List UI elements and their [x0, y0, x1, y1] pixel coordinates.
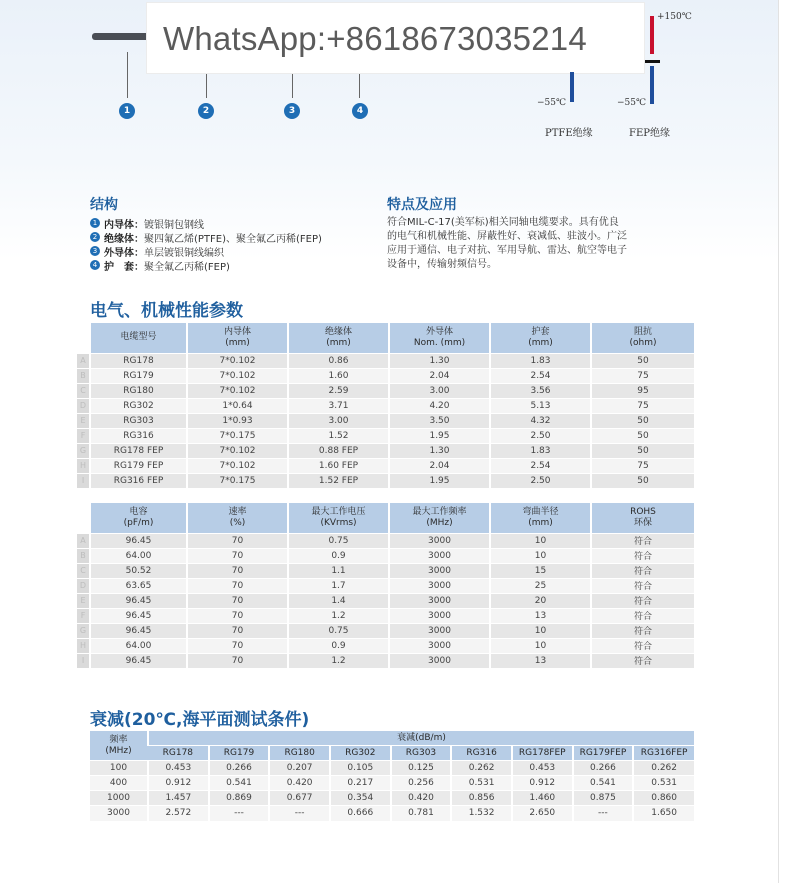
electrical-table: [77, 503, 694, 668]
cable-col-header: RG316: [451, 746, 512, 761]
leader-line: [127, 52, 128, 98]
whatsapp-contact-banner: WhatsApp:+8618673035214: [146, 2, 645, 74]
cable-col-header: RG316FEP: [633, 746, 694, 761]
cable-col-header: RG302: [330, 746, 391, 761]
table-row: 100 0.453 0.266 0.207 0.105 0.125 0.262 0.453 0.266 0.262: [90, 761, 694, 776]
table-row: A RG178 7*0.102 0.86 1.30 1.83 50: [77, 353, 694, 368]
table-row: B RG179 7*0.102 1.60 2.04 2.54 75: [77, 368, 694, 383]
table-row: E RG303 1*0.93 3.00 3.50 4.32 50: [77, 413, 694, 428]
structure-item: 2 绝缘体： 聚四氟乙烯(PTFE)、聚全氟乙丙稀(FEP): [90, 230, 390, 244]
structure-item: 4 护 套： 聚全氟乙丙稀(FEP): [90, 258, 390, 272]
ptfe-temp-low-label: −55℃: [537, 98, 567, 108]
attenuation-heading: 衰减(20℃,海平面测试条件): [90, 710, 310, 730]
marker-2: 2: [198, 103, 214, 119]
dimensions-table: [77, 323, 694, 488]
features-text: 符合MIL-C-17(美军标)相关同轴电缆要求。具有优良 的电气和机械性能、屏蔽性好、衰减低、驻波小。广泛 应用于通信、电子对抗、军用导航、雷达、航空等电子 设备中，传输射频信号。: [387, 217, 627, 270]
col-header: 外导体 Nom. (mm): [389, 323, 490, 353]
table-row: C 50.52 70 1.1 3000 15 符合: [77, 563, 694, 578]
features-heading: 特点及应用: [387, 197, 457, 213]
table-row: H 64.00 70 0.9 3000 10 符合: [77, 638, 694, 653]
table-row: 1000 1.457 0.869 0.677 0.354 0.420 0.856 1.460 0.875 0.860: [90, 791, 694, 806]
attenuation-group-header: 衰减(dB/m): [148, 731, 694, 746]
table-row: I RG316 FEP 7*0.175 1.52 FEP 1.95 2.50 50: [77, 473, 694, 488]
col-header: 内导体 (mm): [187, 323, 288, 353]
structure-item: 1 内导体： 镀银铜包钢线: [90, 216, 390, 230]
col-header: 弯曲半径 (mm): [490, 503, 591, 533]
table-row: G RG178 FEP 7*0.102 0.88 FEP 1.30 1.83 50: [77, 443, 694, 458]
structure-item: 3 外导体： 单层镀银铜线编织: [90, 244, 390, 258]
cable-col-header: RG179FEP: [573, 746, 634, 761]
table-row: I 96.45 70 1.2 3000 13 符合: [77, 653, 694, 668]
temp-high-label: +150℃: [657, 12, 692, 22]
params-heading: 电气、机械性能参数: [90, 301, 243, 321]
fep-temp-low-label: −55℃: [617, 98, 647, 108]
cable-col-header: RG178FEP: [512, 746, 573, 761]
col-header: 护套 (mm): [490, 323, 591, 353]
table-row: G 96.45 70 0.75 3000 10 符合: [77, 623, 694, 638]
col-header: 绝缘体 (mm): [288, 323, 389, 353]
col-header: ROHS 环保: [591, 503, 694, 533]
cable-col-header: RG179: [209, 746, 270, 761]
col-header: 最大工作电压 (KVrms): [288, 503, 389, 533]
cable-col-header: RG303: [391, 746, 452, 761]
fep-temp-bar-blue: [650, 66, 654, 104]
marker-4: 4: [352, 103, 368, 119]
table-row: 3000 2.572 --- --- 0.666 0.781 1.532 2.650 --- 1.650: [90, 806, 694, 821]
col-header: 电缆型号: [90, 323, 187, 353]
page-right-edge: [778, 0, 790, 883]
cable-end-illustration: [92, 33, 154, 40]
table-row: H RG179 FEP 7*0.102 1.60 FEP 2.04 2.54 75: [77, 458, 694, 473]
freq-header: 频率 (MHz): [90, 731, 148, 761]
cable-col-header: RG178: [148, 746, 209, 761]
table-row: B 64.00 70 0.9 3000 10 符合: [77, 548, 694, 563]
table-row: A 96.45 70 0.75 3000 10 符合: [77, 533, 694, 548]
table-row: C RG180 7*0.102 2.59 3.00 3.56 95: [77, 383, 694, 398]
temp-marker-dash: [645, 60, 660, 63]
table-row: F RG316 7*0.175 1.52 1.95 2.50 50: [77, 428, 694, 443]
ptfe-insulation-label: PTFE绝缘: [545, 128, 593, 139]
table-row: 400 0.912 0.541 0.420 0.217 0.256 0.531 0.912 0.541 0.531: [90, 776, 694, 791]
marker-1: 1: [119, 103, 135, 119]
col-header: 速率 (%): [187, 503, 288, 533]
fep-temp-bar-red: [650, 16, 654, 54]
structure-list: [90, 216, 390, 272]
col-header: 电容 (pF/m): [90, 503, 187, 533]
table-row: D 63.65 70 1.7 3000 25 符合: [77, 578, 694, 593]
cable-col-header: RG180: [269, 746, 330, 761]
col-header: 最大工作频率 (MHz): [389, 503, 490, 533]
ptfe-temp-bar-blue: [570, 72, 574, 102]
fep-insulation-label: FEP绝缘: [629, 128, 670, 139]
table-row: D RG302 1*0.64 3.71 4.20 5.13 75: [77, 398, 694, 413]
attenuation-table: [90, 730, 694, 821]
structure-heading: 结构: [90, 197, 118, 213]
table-row: E 96.45 70 1.4 3000 20 符合: [77, 593, 694, 608]
col-header: 阻抗 (ohm): [591, 323, 694, 353]
marker-3: 3: [284, 103, 300, 119]
table-row: F 96.45 70 1.2 3000 13 符合: [77, 608, 694, 623]
